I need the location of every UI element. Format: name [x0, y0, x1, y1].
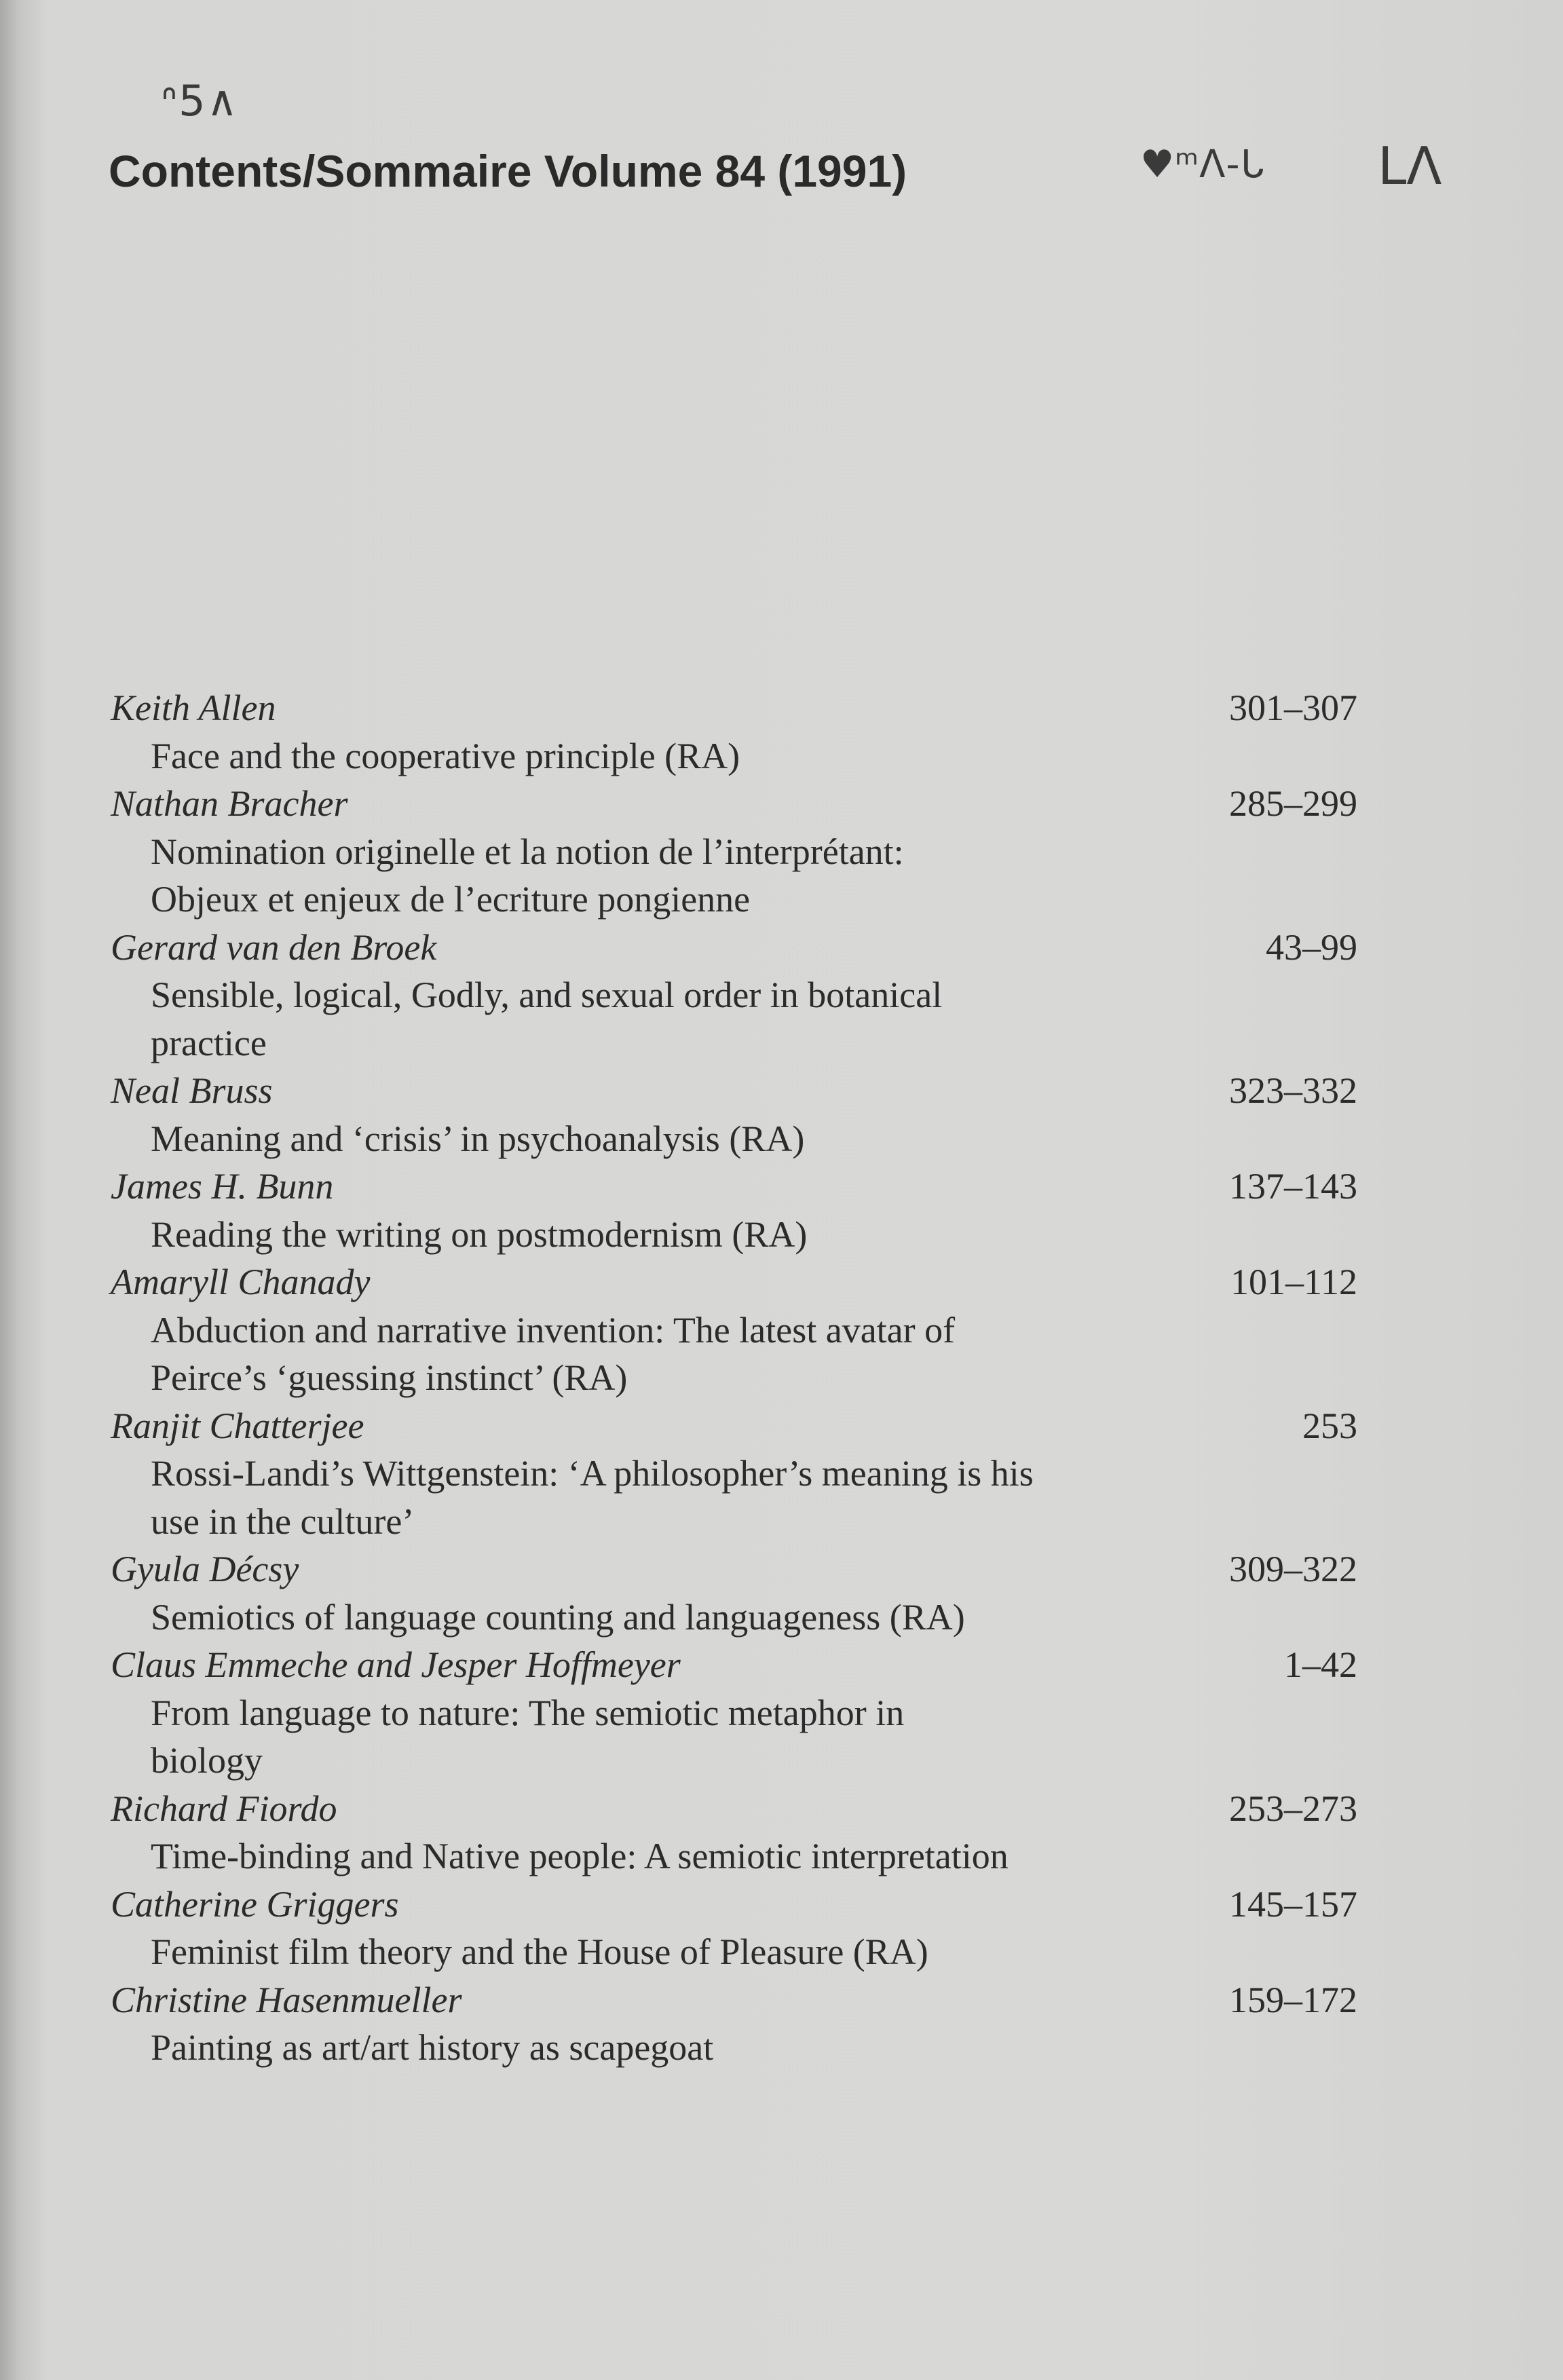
entry-author: Catherine Griggers	[111, 1883, 399, 1925]
entry-author: Claus Emmeche and Jesper Hoffmeyer	[111, 1644, 681, 1685]
entry-author: Amaryll Chanady	[111, 1262, 371, 1302]
entry-author: Christine Hasenmueller	[111, 1979, 462, 2020]
entry-title-line: Peirce’s ‘guessing instinct’ (RA)	[151, 1357, 628, 1398]
entry-title-line: Abduction and narrative invention: The latest avatar of	[151, 1309, 956, 1350]
entry-title-line: Painting as art/art history as scapegoat	[151, 2027, 714, 2068]
entry-pages: 309–322	[1229, 1549, 1357, 1589]
entry-author: James H. Bunn	[111, 1166, 334, 1207]
entry-pages: 323–332	[1229, 1070, 1357, 1111]
entry-pages: 159–172	[1229, 1979, 1357, 2020]
entry-author: Nathan Bracher	[111, 783, 348, 824]
entry-pages: 301–307	[1229, 687, 1357, 728]
entry-pages: 145–157	[1229, 1883, 1357, 1925]
entry-pages: 285–299	[1229, 783, 1357, 824]
entry-title-line: use in the culture’	[151, 1500, 415, 1542]
entry-title-line: Sensible, logical, Godly, and sexual order in botanical	[151, 975, 943, 1015]
entry-author: Richard Fiordo	[111, 1788, 337, 1829]
entry-pages: 1–42	[1284, 1644, 1357, 1685]
handwritten-annotation-top: ᐢ5∧	[161, 76, 239, 126]
entry-title-line: Objeux et enjeux de l’ecriture pongienne	[151, 879, 751, 920]
entry-title-line: Time-binding and Native people: A semiotic interpretation	[151, 1836, 1009, 1876]
entry-title-line: Reading the writing on postmodernism (RA)	[151, 1213, 808, 1255]
entry-title-line: practice	[151, 1022, 267, 1063]
entry-title-line: Nomination originelle et la notion de l’interprétant:	[151, 831, 904, 872]
entry-title-line: Rossi-Landi’s Wittgenstein: ‘A philosopher’s meaning is his	[151, 1453, 1034, 1494]
entry-title-line: Feminist film theory and the House of Pleasure (RA)	[151, 1931, 928, 1972]
entry-pages: 253	[1302, 1405, 1357, 1446]
entry-title-line: Semiotics of language counting and languageness (RA)	[151, 1596, 965, 1638]
entry-pages: 43–99	[1266, 926, 1357, 968]
entry-author: Ranjit Chatterjee	[111, 1405, 364, 1446]
entry-title-line: biology	[151, 1740, 263, 1781]
entry-title-line: Meaning and ‘crisis’ in psychoanalysis (RA)	[151, 1118, 805, 1159]
handwritten-annotation-far-right: ᒪᐱ	[1378, 136, 1442, 196]
entry-pages: 253–273	[1229, 1788, 1357, 1829]
entry-title-line: Face and the cooperative principle (RA)	[151, 735, 740, 776]
entry-author: Keith Allen	[111, 687, 276, 728]
entry-title-line: From language to nature: The semiotic metaphor in	[151, 1692, 905, 1733]
entry-author: Gyula Décsy	[111, 1549, 299, 1589]
page-title: Contents/Sommaire Volume 84 (1991)	[109, 146, 907, 196]
handwritten-annotation-right: ♥ᵐᐱ-ᒐ	[1140, 143, 1265, 187]
entry-pages: 137–143	[1229, 1166, 1357, 1207]
entry-author: Neal Bruss	[111, 1070, 273, 1111]
entry-author: Gerard van den Broek	[111, 926, 437, 968]
entry-pages: 101–112	[1230, 1262, 1357, 1302]
